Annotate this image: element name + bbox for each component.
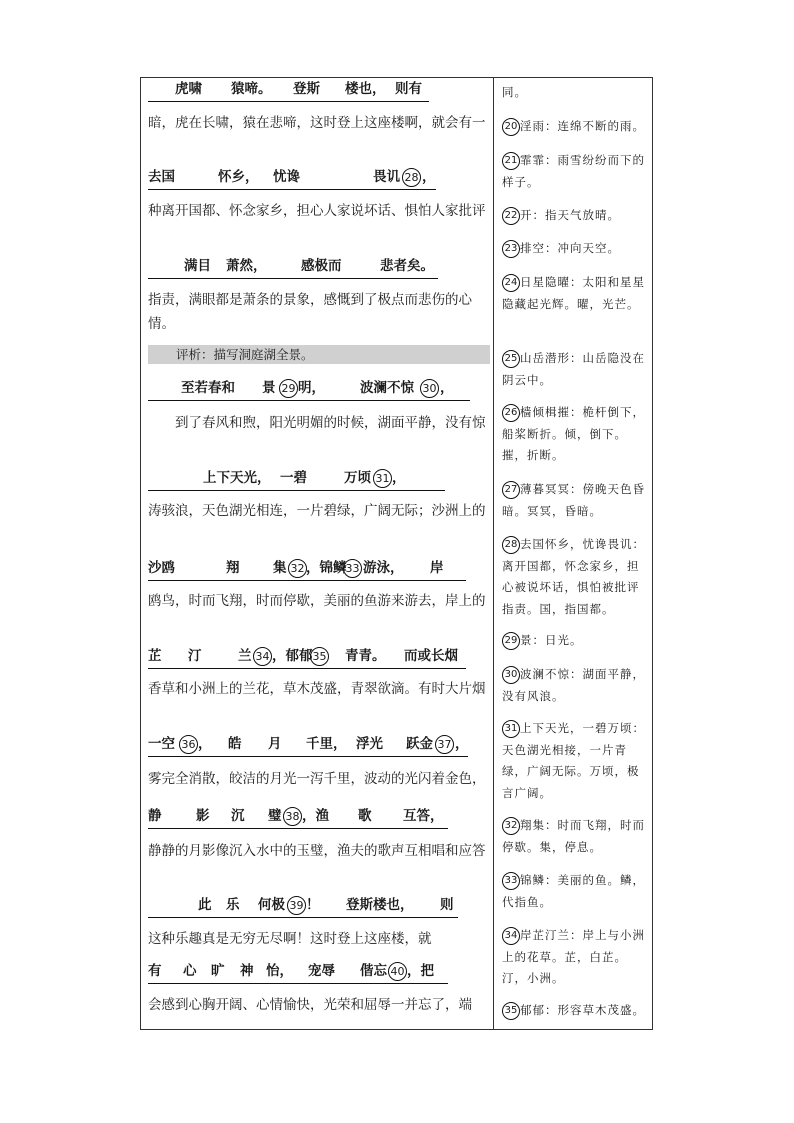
note-item: 35 郁郁：形容草木茂盛。 (502, 1000, 650, 1022)
translation-line: 香草和小洲上的兰花，草木茂盛，青翠欲滴。有时大片烟 (148, 681, 486, 697)
original-line: 上下天光， 一碧 万顷 31 ， (148, 467, 488, 493)
translation-line: 暗，虎在长啸，猿在悲啼，这时登上这座楼啊，就会有一 (148, 115, 486, 131)
translation-line: 雾完全消散，皎洁的月光一泻千里，波动的光闪着金色， (148, 771, 486, 787)
translation-line: 静静的月影像沉入水中的玉璧，渔夫的歌声互相唱和应答 (148, 843, 486, 859)
note-item: 29 景：日光。 (502, 630, 650, 652)
original-line: 静 影 沉 璧 38 ，渔 歌 互答， (148, 805, 488, 831)
translation-line: 种离开国都、怀念家乡，担心人家说坏话、惧怕人家批评 (148, 203, 486, 219)
footnote-marker: 35 (310, 647, 329, 666)
note-item: 33 锦鳞：美丽的鱼。鳞，代指鱼。 (502, 873, 645, 909)
footnote-marker: 40 (388, 962, 407, 981)
note-item: 22 开：指天气放晴。 (502, 205, 650, 227)
original-line: 此 乐 何极 39 ！ 登斯楼也， 则 (148, 894, 488, 920)
commentary-bar: 评析：描写洞庭湖全景。 (148, 345, 490, 364)
footnote-marker: 36 (179, 735, 198, 754)
footnote-marker: 32 (288, 559, 307, 578)
translation-line: 涛骇浪，天色湖光相连，一片碧绿，广阔无际；沙洲上的 (148, 503, 486, 519)
footnote-marker: 28 (402, 168, 421, 187)
original-line: 至若春和 景 29 明， 波澜不惊 30 ， (148, 377, 488, 403)
footnote-marker: 34 (253, 647, 272, 666)
note-item: 25 山岳潜形：山岳隐没在阴云中。 (502, 351, 645, 387)
translation-line: 到了春风和煦，阳光明媚的时候，湖面平静，没有惊 (148, 415, 486, 431)
note-item: 32 翔集：时而飞翔，时而停歇。集，停息。 (502, 818, 645, 854)
footnote-marker: 39 (287, 896, 306, 915)
note-item: 24 日星隐曜：太阳和星星隐藏起光辉。曜，光芒。 (502, 275, 645, 311)
translation-line: 会感到心胸开阔、心情愉快，光荣和屈辱一并忘了，端 (148, 997, 472, 1013)
original-line: 芷 汀 兰 34 ，郁郁 35 青青。 而或长烟 (148, 645, 488, 671)
original-line: 一空 36 ， 皓 月 千里， 浮光 跃金 37 ， (148, 733, 488, 759)
original-line: 去国 怀乡， 忧谗 畏讥 28 ， (148, 166, 488, 192)
note-item: 20 淫雨：连绵不断的雨。 (502, 116, 650, 138)
note-item: 21 霏霏：雨雪纷纷而下的样子。 (502, 153, 645, 189)
original-line: 虎啸 猿啼。 登斯 楼也， 则有 (148, 78, 488, 104)
note-item: 26 樯倾楫摧：桅杆倒下，船桨断折。倾，倒下。摧，折断。 (502, 405, 645, 462)
footnote-marker: 30 (420, 379, 439, 398)
translation-line: 这种乐趣真是无穷无尽啊！这时登上这座楼，就 (148, 931, 432, 947)
note-item: 30 波澜不惊：湖面平静，没有风浪。 (502, 667, 645, 703)
footnote-marker: 33 (343, 559, 362, 578)
footnote-marker: 31 (373, 469, 392, 488)
column-divider (493, 78, 494, 1029)
original-line: 沙鸥 翔 集 32 ，锦鳞 33 游泳， 岸 (148, 557, 488, 583)
original-line: 满目 萧然， 感极而 悲者矣。 (148, 255, 488, 281)
note-item: 31 上下天光，一碧万顷：天色湖光相接，一片青绿，广阔无际。万顷，极言广阔。 (502, 721, 645, 800)
note-item: 34 岸芷汀兰：岸上与小洲上的花草。芷，白芷。汀，小洲。 (502, 928, 645, 985)
footnote-marker: 37 (435, 735, 454, 754)
note-item: 28 去国怀乡，忧谗畏讥：离开国都，怀念家乡，担心被说坏话，惧怕被批评指责。国，指国都。 (502, 537, 645, 616)
footnote-marker: 29 (279, 379, 298, 398)
original-line: 有 心 旷 神 怡， 宠辱 偕忘 40 ，把 (148, 960, 488, 986)
note-item: 23 排空：冲向天空。 (502, 238, 650, 260)
document-table (140, 77, 653, 1030)
note-item: 同。 (502, 85, 527, 99)
translation-line: 鸥鸟，时而飞翔，时而停歇，美丽的鱼游来游去，岸上的 (148, 593, 486, 609)
note-item: 27 薄暮冥冥：傍晚天色昏暗。冥冥，昏暗。 (502, 482, 645, 518)
footnote-marker: 38 (283, 807, 302, 826)
translation-line: 指责，满眼都是萧条的景象，感慨到了极点而悲伤的心情。 (148, 292, 472, 332)
